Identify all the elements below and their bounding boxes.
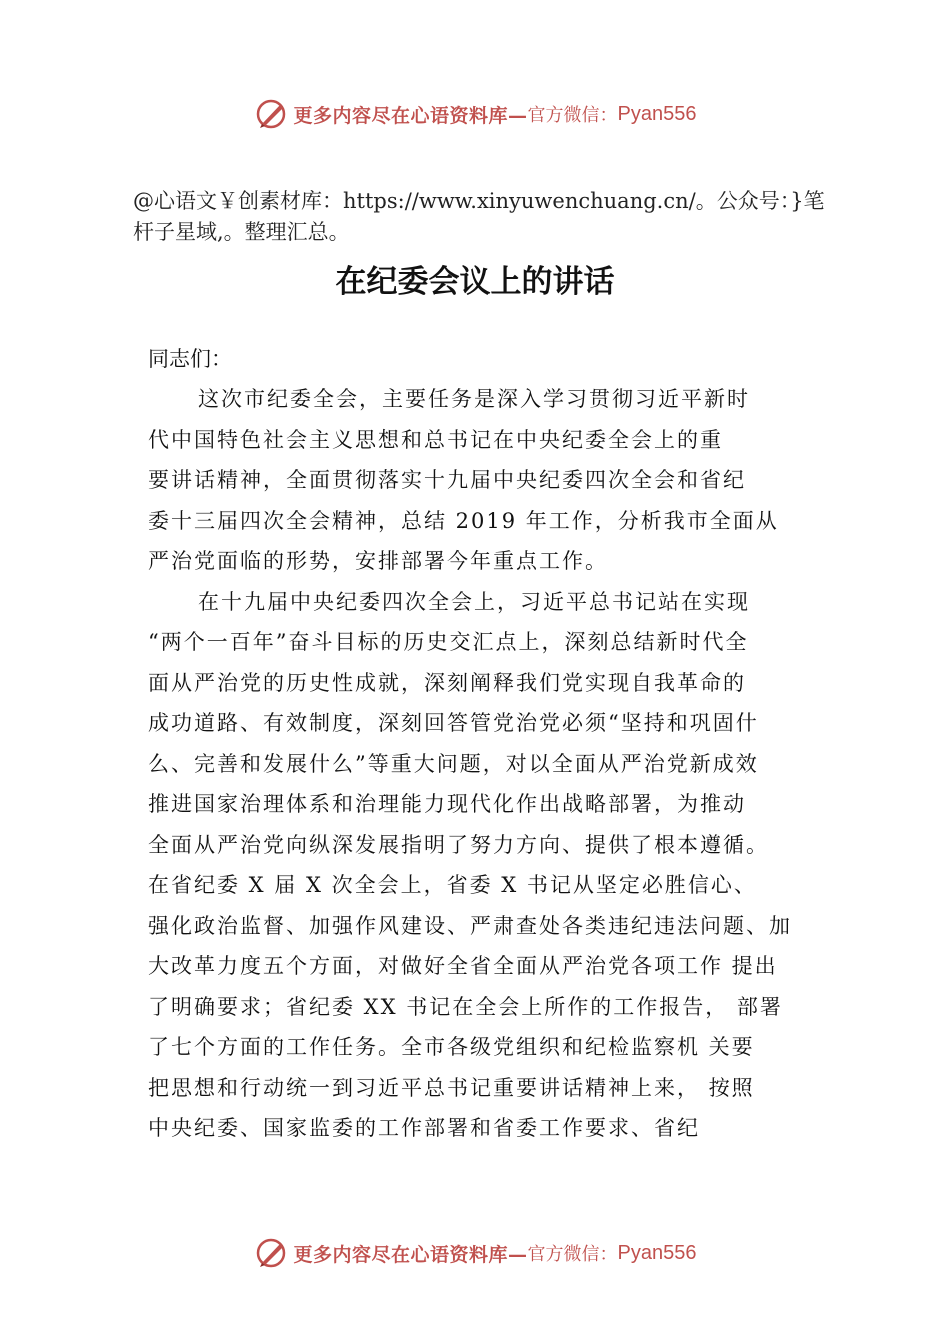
banner-text: 更多内容尽在心语资料库— [293, 1243, 528, 1266]
banner-text: 更多内容尽在心语资料库— [293, 104, 528, 127]
header-watermark-banner [0, 94, 950, 134]
body-line: 了七个方面的工作任务。全市各级党组织和纪检监察机 关要 [148, 1035, 755, 1059]
body-line: 全面从严治党向纵深发展指明了努力方向、提供了根本遵循。 [148, 832, 769, 857]
body-line: 严治党面临的形势，安排部署今年重点工作。 [148, 549, 608, 573]
body-line: 要讲话精神，全面贯彻落实十九届中央纪委四次全会和省纪 [148, 468, 746, 492]
body-line: 代中国特色社会主义思想和总书记在中央纪委全会上的重 [148, 427, 723, 452]
banner-wechat-label: 官方微信： [527, 1244, 618, 1265]
body-line: 这次市纪委全会，主要任务是深入学习贯彻习近平新时 [198, 387, 750, 411]
body-line: 在省纪委 X 届 X 次全会上，省委 X 书记从坚定必胜信心、 [148, 873, 757, 897]
banner-wechat-id: Pyan556 [617, 102, 697, 125]
body-line: 把思想和行动统一到习近平总书记重要讲话精神上来， 按照 [148, 1075, 755, 1100]
body-line: 在十九届中央纪委四次全会上，习近平总书记站在实现 [198, 589, 750, 614]
banner-wechat-id: Pyan556 [617, 1241, 697, 1264]
body-line: 中央纪委、国家监委的工作部署和省委工作要求、省纪 [148, 1116, 700, 1140]
salutation: 同志们： [148, 347, 232, 371]
body-line: 推进国家治理体系和治理能力现代化作出战略部署，为推动 [148, 792, 746, 816]
pen-logo-icon [254, 1236, 288, 1270]
body-line: 强化政治监督、加强作风建设、严肃查处各类违纪违法问题、加 [148, 913, 792, 938]
document-body [148, 379, 838, 1149]
body-line: 么、完善和发展什么”等重大问题，对以全面从严治党新成效 [148, 751, 759, 776]
body-line: “两个一百年”奋斗目标的历史交汇点上，深刻总结新时代全 [148, 630, 749, 654]
source-note: @心语文￥创素材库：https://www.xinyuwenchuang.cn/。公众号：}笔杆子星域,。整理汇总。 [133, 189, 825, 244]
body-line: 大改革力度五个方面，对做好全省全面从严治党各项工作 提出 [148, 954, 778, 978]
body-line: 成功道路、有效制度，深刻回答管党治党必须“坚持和巩固什 [148, 711, 759, 735]
body-line: 面从严治党的历史性成就，深刻阐释我们党实现自我革命的 [148, 670, 746, 695]
pen-logo-icon [254, 97, 288, 131]
banner-wechat-label: 官方微信： [527, 105, 618, 126]
body-line: 委十三届四次全会精神，总结 2019 年工作，分析我市全面从 [148, 508, 779, 533]
footer-watermark-banner [0, 1233, 950, 1273]
body-line: 了明确要求；省纪委 XX 书记在全会上所作的工作报告， 部署 [148, 994, 783, 1019]
document-title: 在纪委会议上的讲话 [335, 264, 615, 300]
